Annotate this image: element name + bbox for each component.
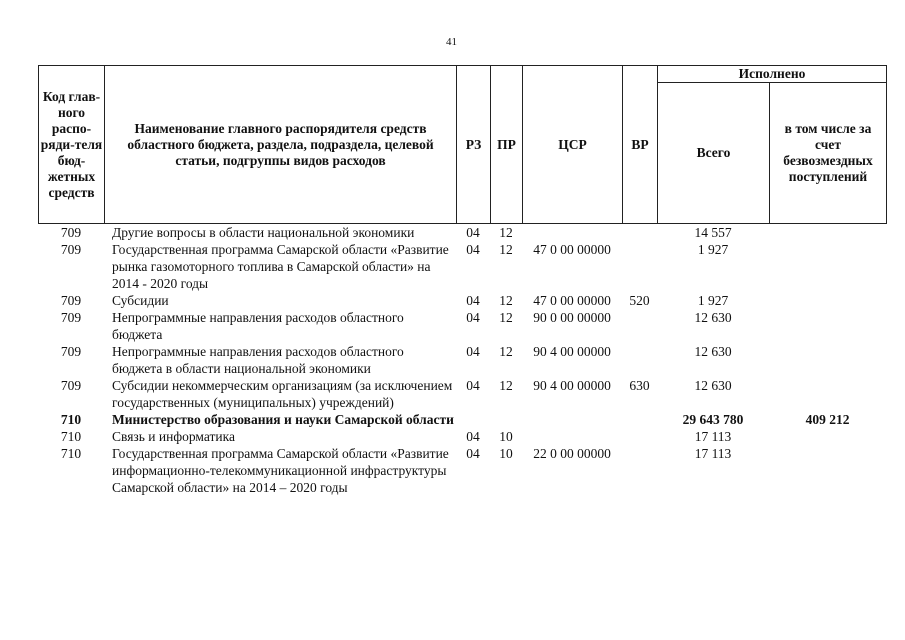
- cell-name: Непрограммные направления расходов областного бюджета в области национальной экономики: [112, 344, 404, 376]
- cell-pr: 12: [499, 378, 513, 393]
- cell-rz: 04: [466, 446, 480, 461]
- cell-total: 12 630: [694, 344, 732, 359]
- table-row: [38, 377, 886, 411]
- cell-pr: 10: [499, 429, 513, 444]
- cell-name: Государственная программа Самарской области «Развитие рынка газомоторного топлива в Самарской области» на 2014 - 2020 годы: [112, 242, 449, 291]
- cell-total: 14 557: [694, 225, 732, 240]
- table-row: [38, 343, 886, 377]
- cell-code: 710: [60, 446, 82, 461]
- header-rz: РЗ: [457, 66, 491, 224]
- header-name: Наименование главного распорядителя средств областного бюджета, раздела, подраздела, целевой статьи, подгруппы видов расходов: [105, 66, 457, 224]
- cell-total: 17 113: [694, 446, 732, 461]
- header-executed: Исполнено: [658, 66, 887, 83]
- cell-code: 709: [60, 310, 82, 325]
- cell-rz: 04: [466, 242, 480, 257]
- cell-name: Другие вопросы в области национальной экономики: [112, 225, 415, 240]
- cell-name: Непрограммные направления расходов областного бюджета: [112, 310, 404, 342]
- cell-name: Министерство образования и науки Самарской области: [112, 412, 454, 427]
- table-row: [38, 411, 886, 428]
- cell-total: 29 643 780: [682, 412, 744, 427]
- table-row: [38, 224, 886, 241]
- cell-name: Связь и информатика: [112, 429, 235, 444]
- cell-total: 17 113: [694, 429, 732, 444]
- table-row: [38, 445, 886, 496]
- page-number: 41: [446, 36, 457, 48]
- cell-rz: 04: [466, 429, 480, 444]
- cell-code: 709: [60, 378, 82, 393]
- header-incl: в том числе за счет безвозмездных поступлений: [770, 83, 887, 224]
- cell-rz: 04: [466, 225, 480, 240]
- table-row: [38, 241, 886, 292]
- cell-total: 12 630: [694, 378, 732, 393]
- cell-csr: 47 0 00 00000: [533, 242, 611, 257]
- cell-name: Субсидии: [112, 293, 169, 308]
- cell-pr: 12: [499, 225, 513, 240]
- table-row: [38, 309, 886, 343]
- cell-rz: 04: [466, 293, 480, 308]
- cell-csr: 22 0 00 00000: [533, 446, 611, 461]
- cell-pr: 12: [499, 310, 513, 325]
- cell-pr: 12: [499, 293, 513, 308]
- cell-csr: 90 0 00 00000: [533, 310, 611, 325]
- cell-total: 1 927: [697, 293, 729, 308]
- header-total: Всего: [658, 83, 770, 224]
- header-vr: ВР: [623, 66, 658, 224]
- cell-pr: 10: [499, 446, 513, 461]
- cell-code: 709: [60, 225, 82, 240]
- cell-total: 1 927: [697, 242, 729, 257]
- cell-csr: 90 4 00 00000: [533, 378, 611, 393]
- cell-csr: 47 0 00 00000: [533, 293, 611, 308]
- cell-vr: 520: [629, 293, 650, 308]
- cell-code: 709: [60, 293, 82, 308]
- cell-incl: 409 212: [805, 412, 850, 427]
- table-row: [38, 292, 886, 309]
- cell-rz: 04: [466, 344, 480, 359]
- cell-pr: 12: [499, 242, 513, 257]
- header-pr: ПР: [491, 66, 523, 224]
- cell-code: 709: [60, 242, 82, 257]
- cell-pr: 12: [499, 344, 513, 359]
- cell-vr: 630: [629, 378, 650, 393]
- cell-code: 710: [60, 412, 82, 427]
- cell-csr: 90 4 00 00000: [533, 344, 611, 359]
- cell-total: 12 630: [694, 310, 732, 325]
- cell-rz: 04: [466, 378, 480, 393]
- cell-name: Государственная программа Самарской области «Развитие информационно-телекоммуникационной инфраструктуры Самарской области» на 2014 – 2020 годы: [112, 446, 449, 495]
- cell-name: Субсидии некоммерческим организациям (за исключением государственных (муниципальных) учреждений): [112, 378, 453, 410]
- cell-rz: 04: [466, 310, 480, 325]
- header-code: Код глав-ного распо-ряди-теля бюд-жетных средств: [39, 66, 105, 224]
- header-csr: ЦСР: [523, 66, 623, 224]
- table-header: [38, 65, 887, 224]
- table-row: [38, 428, 886, 445]
- cell-code: 710: [60, 429, 82, 444]
- cell-code: 709: [60, 344, 82, 359]
- table-body: [38, 224, 886, 496]
